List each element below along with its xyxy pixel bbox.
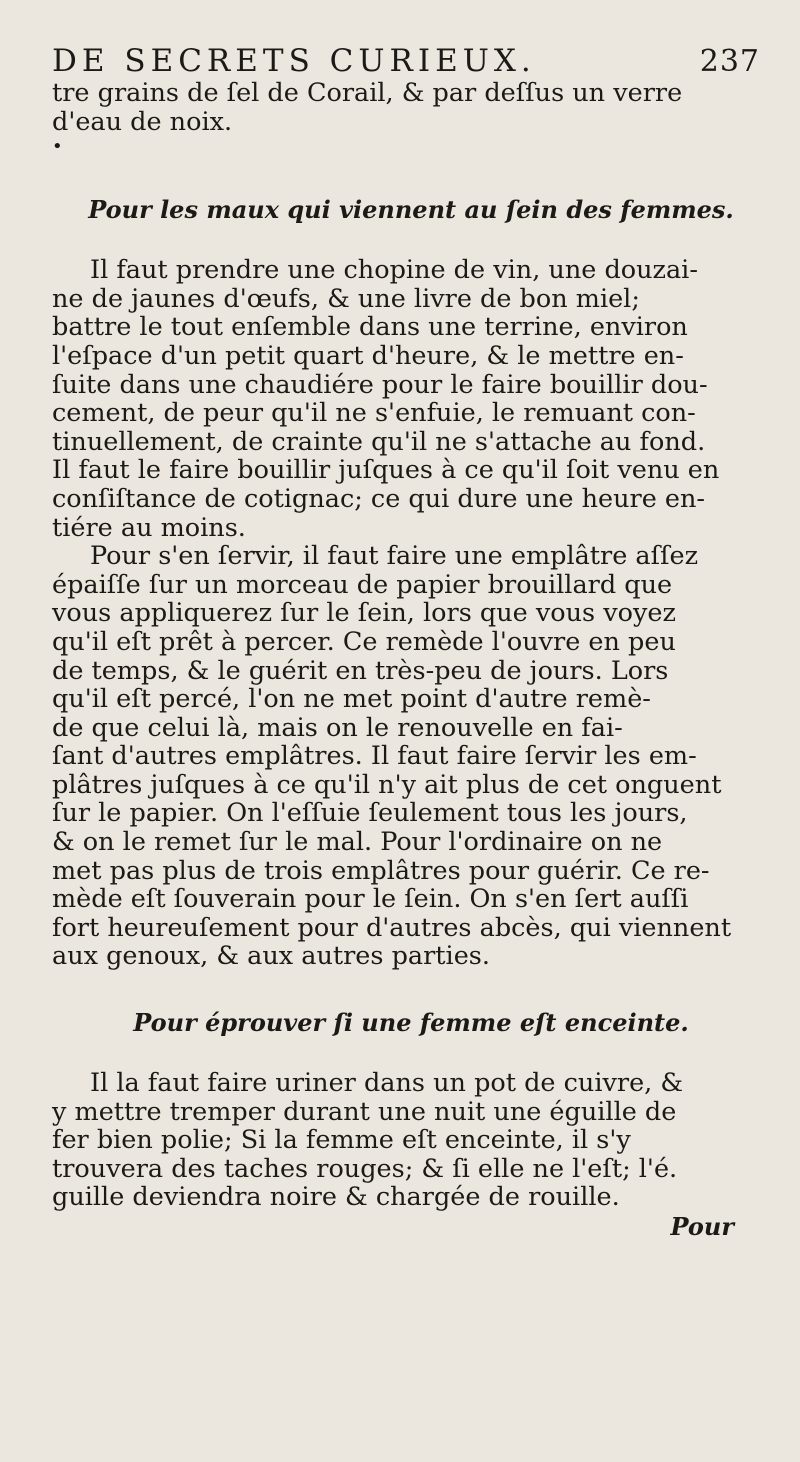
text-line: fort heureuſement pour d'autres abcès, qui viennent (52, 912, 732, 943)
text-line: battre le tout enſemble dans une terrine, environ (52, 312, 688, 343)
text-line: cement, de peur qu'il ne s'enfuie, le remuant con- (52, 398, 696, 429)
text-line: Il faut prendre une chopine de vin, une douzai- (90, 255, 698, 286)
text-line: Il la faut faire uriner dans un pot de cuivre, & (90, 1068, 684, 1099)
text-line: de temps, & le guérit en très-peu de jours. Lors (52, 655, 669, 686)
text-line: qu'il eſt prêt à percer. Ce remède l'ouvre en peu (52, 626, 676, 657)
body-text (52, 79, 770, 1242)
text-line: l'eſpace d'un petit quart d'heure, & le mettre en- (52, 340, 684, 371)
text-line: fer bien polie; Si la femme eſt enceinte, il s'y (52, 1125, 631, 1156)
text-line: ne de jaunes d'œufs, & une livre de bon miel; (52, 283, 640, 314)
text-line: tiére au moins. (52, 512, 246, 543)
text-line: mède eſt ſouverain pour le ſein. On s'en ſert auſſi (52, 884, 689, 915)
running-head (52, 44, 770, 79)
text-line: tre grains de ſel de Corail, & par deſſus un verre (52, 78, 683, 108)
catchword: Pour (670, 1212, 734, 1241)
paragraph (52, 1069, 770, 1212)
section-heading-breast-ailments: Pour les maux qui viennent au ſein des femmes. (88, 195, 734, 225)
bullet-mark: • (52, 136, 63, 158)
text-line: ſant d'autres emplâtres. Il faut faire ſervir les em- (52, 741, 697, 772)
text-line: de que celui là, mais on le renouvelle en fai- (52, 712, 623, 743)
text-line: qu'il eſt percé, l'on ne met point d'autre remè- (52, 684, 651, 715)
text-line: Il faut le faire bouillir juſques à ce qu'il ſoit venu en (52, 455, 720, 486)
paragraph (52, 542, 770, 971)
text-line: vous appliquerez ſur le ſein, lors que vous voyez (52, 598, 676, 629)
text-line: d'eau de noix. (52, 106, 233, 137)
text-line: guille deviendra noire & chargée de rouille. (52, 1182, 620, 1213)
section-heading-pregnancy-test: Pour éprouver ſi une femme eſt enceinte. (133, 1008, 689, 1038)
text-line: tinuellement, de crainte qu'il ne s'attache au fond. (52, 426, 706, 457)
text-line: ſuite dans une chaudiére pour le faire bouillir dou- (52, 369, 708, 400)
text-line: trouvera des taches rouges; & ſi elle ne l'eſt; l'é. (52, 1153, 678, 1184)
text-line: conſiſtance de cotignac; ce qui dure une heure en- (52, 483, 706, 514)
text-line: met pas plus de trois emplâtres pour guérir. Ce re- (52, 855, 710, 886)
page-number: 237 (699, 44, 760, 79)
running-head-title: DE SECRETS CURIEUX. (52, 43, 536, 79)
text-line: aux genoux, & aux autres parties. (52, 941, 490, 972)
text-line: & on le remet ſur le mal. Pour l'ordinaire on ne (52, 827, 663, 858)
text-line: ſur le papier. On l'eſſuie ſeulement tous les jours, (52, 798, 688, 829)
text-line: Pour s'en ſervir, il faut faire une emplâtre aſſez (90, 541, 699, 572)
paragraph (52, 256, 770, 542)
text-line: plâtres juſques à ce qu'il n'y ait plus de cet onguent (52, 769, 722, 800)
text-line: y mettre tremper durant une nuit une éguille de (52, 1096, 677, 1127)
text-line: épaiſſe ſur un morceau de papier brouillard que (52, 569, 673, 600)
